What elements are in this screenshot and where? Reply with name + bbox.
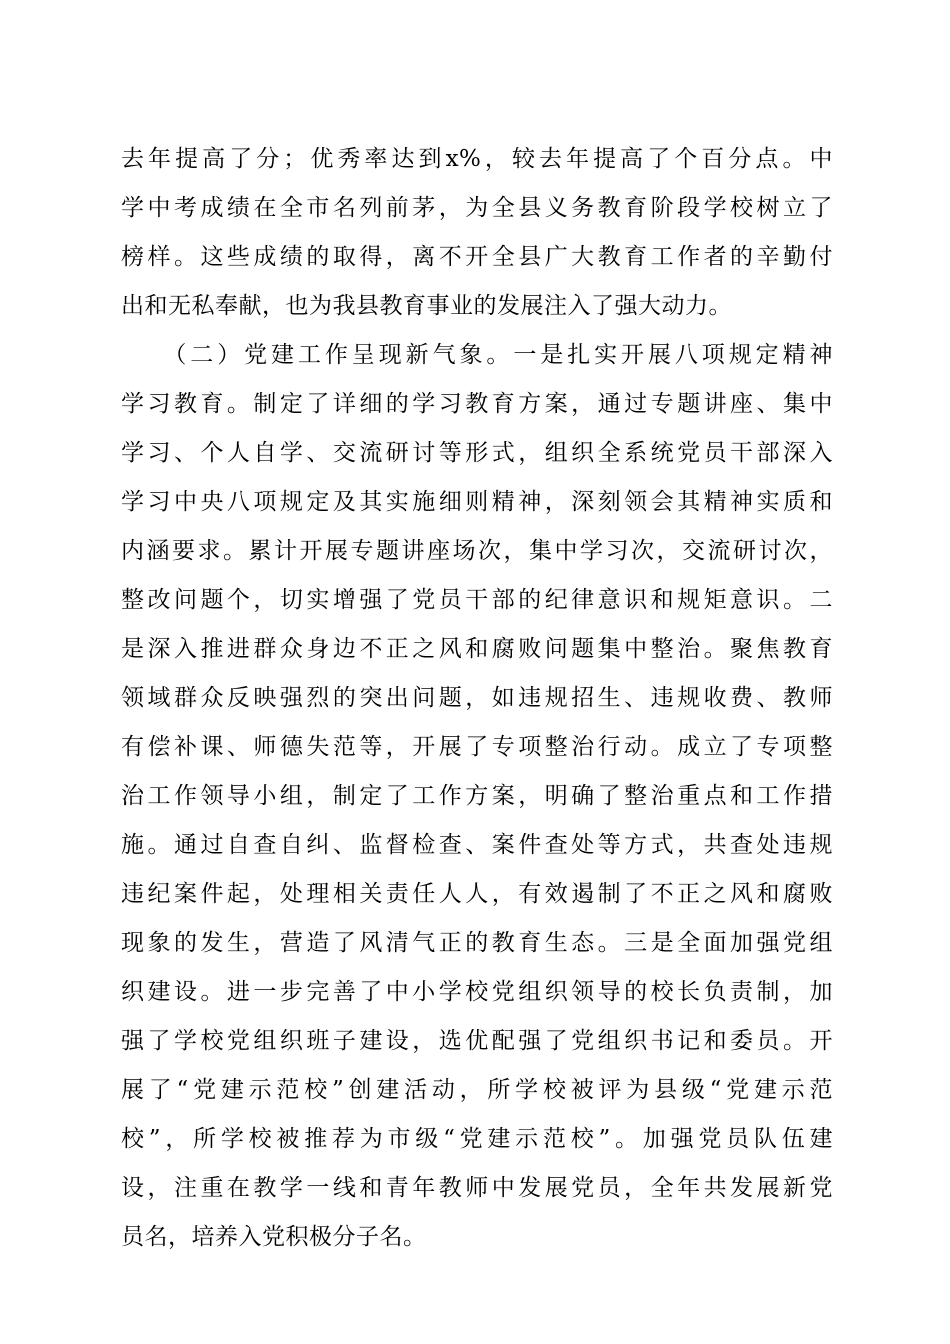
text-line: 学习中央八项规定及其实施细则精神，深刻领会其精神实质和: [121, 489, 833, 515]
text-line: 学中考成绩在全市名列前茅，为全县义务教育阶段学校树立了: [121, 195, 833, 221]
text-line: 织建设。进一步完善了中小学校党组织领导的校长负责制，加: [121, 979, 833, 1005]
text-line: 设，注重在教学一线和青年教师中发展党员，全年共发展新党: [121, 1175, 833, 1201]
text-line: 治工作领导小组，制定了工作方案，明确了整治重点和工作措: [121, 783, 833, 809]
text-line: 违纪案件起，处理相关责任人人，有效遏制了不正之风和腐败: [121, 881, 833, 907]
text-line: 出和无私奉献，也为我县教育事业的发展注入了强大动力。: [121, 293, 732, 319]
text-line: 校”，所学校被推荐为市级“党建示范校”。加强党员队伍建: [121, 1126, 833, 1152]
text-line: 展了“党建示范校”创建活动，所学校被评为县级“党建示范: [121, 1077, 833, 1103]
text-line: 学习、个人自学、交流研讨等形式，组织全系统党员干部深入: [121, 440, 833, 466]
text-line: 学习教育。制定了详细的学习教育方案，通过专题讲座、集中: [121, 391, 833, 417]
text-line: 员名，培养入党积极分子名。: [121, 1224, 427, 1250]
text-line: 施。通过自查自纠、监督检查、案件查处等方式，共查处违规: [121, 832, 833, 858]
text-line: 是深入推进群众身边不正之风和腐败问题集中整治。聚焦教育: [121, 636, 833, 662]
text-line: 去年提高了分；优秀率达到x%，较去年提高了个百分点。中: [121, 146, 833, 172]
text-line: 内涵要求。累计开展专题讲座场次，集中学习次，交流研讨次，: [121, 538, 833, 564]
text-line: 榜样。这些成绩的取得，离不开全县广大教育工作者的辛勤付: [121, 244, 833, 270]
section-heading-line: （二）党建工作呈现新气象。一是扎实开展八项规定精神: [121, 342, 833, 368]
text-line: 整改问题个，切实增强了党员干部的纪律意识和规矩意识。二: [121, 587, 833, 613]
body-text: [121, 140, 833, 1267]
text-line: 领域群众反映强烈的突出问题，如违规招生、违规收费、教师: [121, 685, 833, 711]
text-line: 现象的发生，营造了风清气正的教育生态。三是全面加强党组: [121, 930, 833, 956]
text-line: 有偿补课、师德失范等，开展了专项整治行动。成立了专项整: [121, 734, 833, 760]
text-line: 强了学校党组织班子建设，选优配强了党组织书记和委员。开: [121, 1028, 833, 1054]
